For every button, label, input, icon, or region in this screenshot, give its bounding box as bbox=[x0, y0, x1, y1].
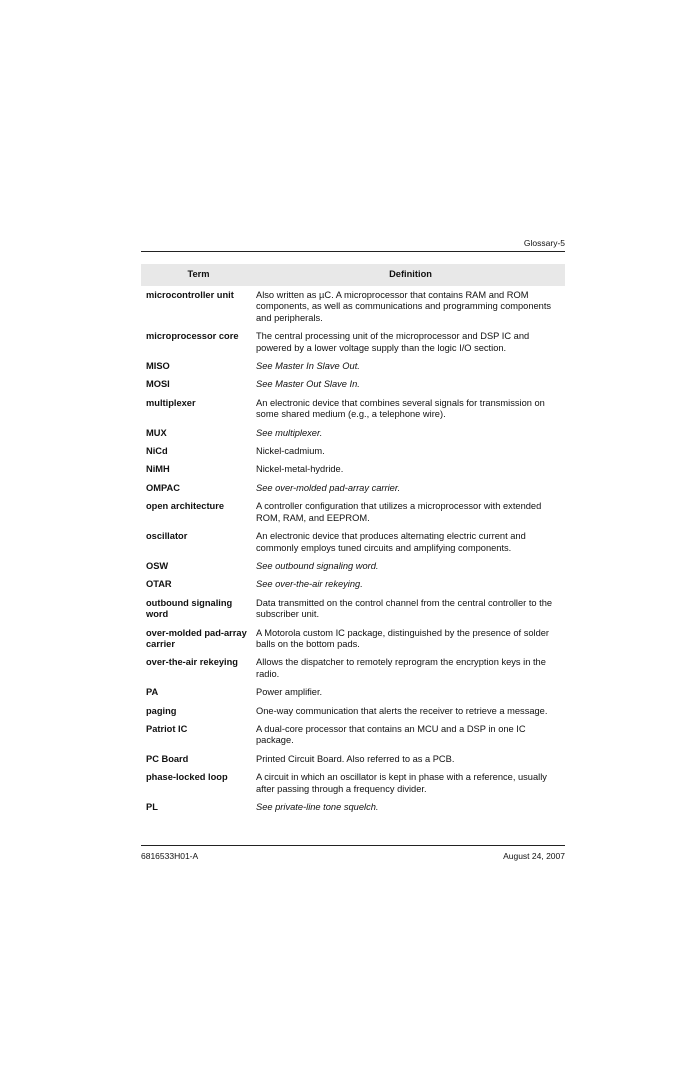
page-header bbox=[141, 238, 565, 248]
definition-cell: A Motorola custom IC package, distinguished by the presence of solder balls on the bottom pads. bbox=[256, 627, 550, 649]
term-cell: microprocessor core bbox=[146, 331, 239, 342]
table-row bbox=[141, 529, 565, 559]
table-row bbox=[141, 722, 565, 752]
definition-cell: One-way communication that alerts the receiver to retrieve a message. bbox=[256, 705, 548, 716]
table-row bbox=[141, 626, 565, 656]
page-number-label: Glossary-5 bbox=[523, 238, 565, 248]
term-cell: PA bbox=[146, 687, 159, 698]
term-cell: open architecture bbox=[146, 501, 225, 512]
publication-date: August 24, 2007 bbox=[503, 851, 565, 861]
term-cell: OTAR bbox=[146, 579, 172, 590]
definition-cell: Data transmitted on the control channel from the central controller to the subscriber unit. bbox=[256, 597, 553, 620]
definition-cell: Nickel-cadmium. bbox=[256, 446, 325, 457]
glossary-table bbox=[141, 264, 565, 818]
definition-cell: See over-molded pad-array carrier. bbox=[256, 482, 401, 493]
table-row bbox=[141, 685, 565, 703]
definition-cell: A controller configuration that utilizes a microprocessor with extended ROM, RAM, and EEPROM. bbox=[256, 501, 542, 523]
term-cell: over-molded pad-array carrier bbox=[146, 627, 247, 649]
table-row bbox=[141, 329, 565, 359]
table-row bbox=[141, 499, 565, 529]
column-header-definition: Definition bbox=[256, 264, 565, 286]
definition-cell: Power amplifier. bbox=[256, 687, 323, 698]
definition-cell: See Master In Slave Out. bbox=[256, 361, 360, 372]
table-row bbox=[141, 359, 565, 377]
term-cell: PL bbox=[146, 802, 158, 812]
term-cell: MUX bbox=[146, 427, 167, 438]
table-row bbox=[141, 577, 565, 595]
term-cell: MOSI bbox=[146, 379, 170, 390]
table-row bbox=[141, 286, 565, 329]
term-cell: MISO bbox=[146, 361, 170, 372]
table-row bbox=[141, 444, 565, 462]
table-row bbox=[141, 800, 565, 818]
page-footer bbox=[141, 851, 565, 861]
definition-cell: A circuit in which an oscillator is kept in phase with a reference, usually after passing through a frequency divider. bbox=[256, 772, 547, 794]
table-row bbox=[141, 426, 565, 444]
table-row bbox=[141, 655, 565, 685]
definition-cell: An electronic device that combines several signals for transmission on some shared medium (e.g., a telephone wire). bbox=[256, 397, 545, 420]
table-row bbox=[141, 704, 565, 722]
term-cell: outbound signaling word bbox=[146, 597, 233, 620]
definition-cell: See over-the-air rekeying. bbox=[256, 579, 363, 590]
term-cell: OMPAC bbox=[146, 482, 180, 493]
table-row bbox=[141, 481, 565, 499]
table-row bbox=[141, 752, 565, 770]
table-row bbox=[141, 396, 565, 426]
definition-cell: See Master Out Slave In. bbox=[256, 379, 360, 390]
term-cell: paging bbox=[146, 705, 177, 716]
definition-cell: Allows the dispatcher to remotely reprogram the encryption keys in the radio. bbox=[256, 657, 546, 679]
definition-cell: Also written as µC. A microprocessor that contains RAM and ROM components, as well as communications and programming components and peripherals. bbox=[256, 290, 552, 323]
table-row bbox=[141, 462, 565, 480]
definition-cell: A dual-core processor that contains an MCU and a DSP in one IC package. bbox=[256, 723, 526, 746]
term-cell: NiMH bbox=[146, 464, 170, 475]
table-row bbox=[141, 596, 565, 626]
footer-rule bbox=[141, 845, 565, 846]
term-cell: multiplexer bbox=[146, 397, 196, 408]
term-cell: over-the-air rekeying bbox=[146, 657, 238, 668]
table-header-row bbox=[141, 264, 565, 286]
definition-cell: Nickel-metal-hydride. bbox=[256, 464, 344, 475]
document-number: 6816533H01-A bbox=[141, 851, 199, 861]
term-cell: phase-locked loop bbox=[146, 772, 228, 783]
term-cell: oscillator bbox=[146, 531, 188, 542]
term-cell: microcontroller unit bbox=[146, 290, 234, 300]
column-header-term: Term bbox=[141, 264, 256, 286]
term-cell: NiCd bbox=[146, 446, 168, 457]
table-row bbox=[141, 770, 565, 800]
header-rule bbox=[141, 251, 565, 252]
term-cell: OSW bbox=[146, 560, 169, 571]
definition-cell: The central processing unit of the microprocessor and DSP IC and powered by a lower voltage supply than the logic I/O section. bbox=[256, 331, 530, 353]
definition-cell: Printed Circuit Board. Also referred to as a PCB. bbox=[256, 753, 455, 764]
definition-cell: See private-line tone squelch. bbox=[256, 802, 379, 812]
definition-cell: An electronic device that produces alternating electric current and commonly employs tuned circuits and amplifying components. bbox=[256, 531, 526, 553]
definition-cell: See multiplexer. bbox=[256, 427, 323, 438]
term-cell: PC Board bbox=[146, 753, 189, 764]
table-row bbox=[141, 559, 565, 577]
term-cell: Patriot IC bbox=[146, 723, 188, 734]
table-row bbox=[141, 377, 565, 395]
definition-cell: See outbound signaling word. bbox=[256, 560, 379, 571]
